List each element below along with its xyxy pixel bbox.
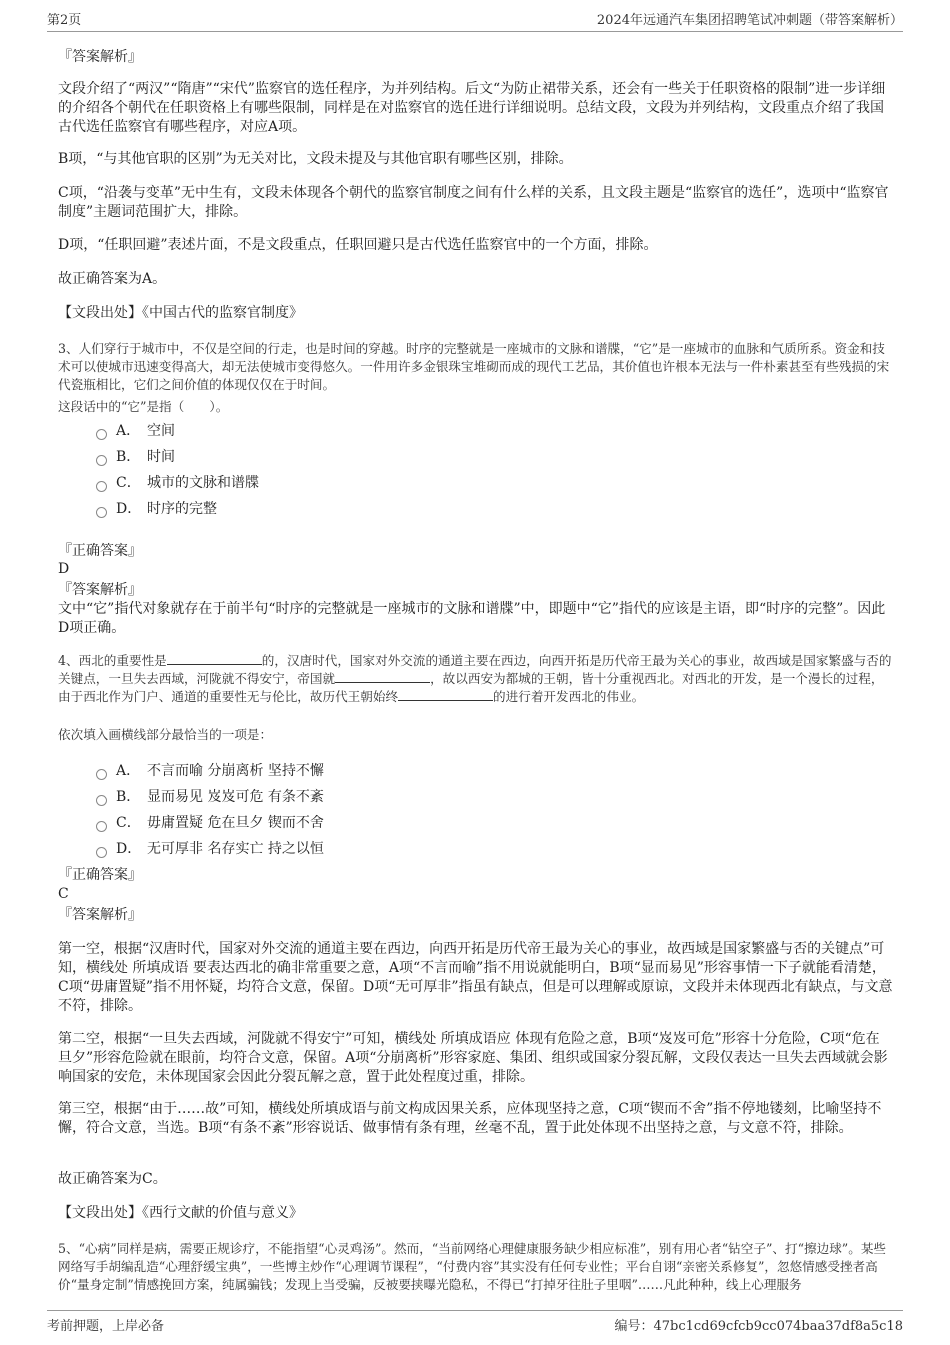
- page-footer: [47, 1310, 903, 1334]
- analysis-para: D项，“任职回避”表述片面，不是文段重点，任职回避只是古代选任监察官中的一个方面，排除。: [58, 237, 658, 253]
- radio-icon[interactable]: [96, 769, 107, 780]
- option-c[interactable]: C． 毋庸置疑 危在旦夕 锲而不舍: [96, 813, 324, 833]
- source-line: 【文段出处】《西行文献的价值与意义》: [58, 1205, 303, 1221]
- document-code: 编号：47bc1cd69cfcb9cc074baa37df8a5c18: [614, 1319, 903, 1334]
- question-4-ask: 依次填入画横线部分最恰当的一项是：: [58, 727, 273, 742]
- analysis-label: 『答案解析』: [58, 582, 142, 598]
- answer-label: 『正确答案』: [58, 543, 142, 559]
- radio-icon[interactable]: [96, 481, 107, 492]
- analysis-para: B项，“与其他官职的区别”为无关对比，文段未提及与其他官职有哪些区别，排除。: [58, 151, 573, 167]
- footer-slogan: 考前押题，上岸必备: [47, 1319, 165, 1334]
- source-line: 【文段出处】《中国古代的监察官制度》: [58, 305, 303, 321]
- option-b[interactable]: B． 时间: [96, 447, 175, 467]
- page-header: [47, 8, 903, 32]
- option-d[interactable]: D． 无可厚非 名存实亡 持之以恒: [96, 839, 324, 859]
- option-c[interactable]: C． 城市的文脉和谱牒: [96, 473, 259, 493]
- analysis-para: 第一空，根据“汉唐时代，国家对外交流的通道主要在西边，向西开拓是历代帝王最为关心的事业，故西域是国家繁盛与否的关键点”可知，横线处 所填成语 要表达西北的确非常重要之意，A项“不言而喻”指不用说就能明白，B项“显而易见”形容事情一下子就能看清楚，C项“毋庸置疑”指不用怀疑，均符合文意，保留。D项“无可厚非”指虽有缺点，但是可以理解或原谅，文段并未体现西北有缺点，与文意不符，排除。: [58, 941, 893, 1014]
- question-5-stem: 5、“心病”同样是病，需要正规诊疗，不能指望“心灵鸡汤”。然而，“当前网络心理健康服务缺少相应标准”，别有用心者“钻空子”、打“擦边球”。某些网络写手胡编乱造“心理舒缓宝典”，一些博主炒作“心理调节课程”，“付费内容”其实没有任何专业性；平台自诩“亲密关系修复”，忽悠情感受挫者高价“量身定制”情感挽回方案，纯属骗钱；发现上当受骗，反被要挟曝光隐私，不得已“打掉牙往肚子里咽”……凡此种种，线上心理服务: [58, 1241, 887, 1292]
- option-a[interactable]: A． 空间: [96, 421, 175, 441]
- analysis-para: 文段介绍了“两汉”“隋唐”“宋代”监察官的选任程序，为并列结构。后文“为防止裙带关系，还会有一些关于任职资格的限制”进一步详细的介绍各个朝代在任职资格上有哪些限制，同样是在对监察官的选任进行详细说明。总结文段，文段为并列结构，文段重点介绍了我国古代选任监察官有哪些程序，对应A项。: [58, 81, 886, 135]
- question-3-stem: 3、人们穿行于城市中，不仅是空间的行走，也是时间的穿越。时序的完整就是一座城市的文脉和谱牒，“它”是一座城市的血脉和气质所系。资金和技术可以使城市迅速变得高大，却无法使城市变得悠久。一件用许多金银珠宝堆砌而成的现代工艺品，其价值也许根本无法与一件朴素甚至有些残损的宋代瓷瓶相比，它们之间价值的体现仅仅在于时间。: [58, 341, 890, 392]
- radio-icon[interactable]: [96, 847, 107, 858]
- analysis-para: 第二空，根据“一旦失去西域，河陇就不得安宁”可知，横线处 所填成语应 体现有危险之意，B项“岌岌可危”形容十分危险，C项“危在旦夕”形容危险就在眼前，均符合文意，保留。A项“分崩离析”形容家庭、集团、组织或国家分裂瓦解，文段仅表达一旦失去西域就会影响国家的安危，未体现国家会因此分裂瓦解之意，置于此处程度过重，排除。: [58, 1031, 888, 1085]
- analysis-para: 第三空，根据“由于……故”可知，横线处所填成语与前文构成因果关系，应体现坚持之意，C项“锲而不舍”指不停地镂刻，比喻坚持不懈，符合文意，当选。B项“有条不紊”形容说话、做事情有条有理，丝毫不乱，置于此处体现不出坚持之意，与文意不符，排除。: [58, 1101, 882, 1136]
- fill-blank[interactable]: [398, 688, 493, 701]
- radio-icon[interactable]: [96, 507, 107, 518]
- fill-blank[interactable]: [167, 652, 262, 665]
- question-4-stem: 4、西北的重要性是 的，汉唐时代，国家对外交流的通道主要在西边，向西开拓是历代帝王最为关心的事业，故西域是国家繁盛与否的关键点，一旦失去西域，河陇就不得安宁，帝国就 ，故以西安为都城的王朝，皆十分重视西北。对西北的开发，是一个漫长的过程，由于西北作为门户、通道的重要性无与伦比，故历代王朝始终 的进行着开发西北的伟业。: [58, 653, 892, 704]
- answer-value: C: [58, 886, 69, 902]
- analysis-para: 故正确答案为C。: [58, 1171, 167, 1187]
- radio-icon[interactable]: [96, 821, 107, 832]
- option-b[interactable]: B． 显而易见 岌岌可危 有条不紊: [96, 787, 324, 807]
- radio-icon[interactable]: [96, 455, 107, 466]
- option-a[interactable]: A． 不言而喻 分崩离析 坚持不懈: [96, 761, 324, 781]
- analysis-label: 『答案解析』: [58, 907, 142, 923]
- document-title: 2024年远通汽车集团招聘笔试冲刺题（带答案解析）: [596, 13, 903, 28]
- radio-icon[interactable]: [96, 429, 107, 440]
- option-d[interactable]: D． 时序的完整: [96, 499, 217, 519]
- page-number: 第2页: [47, 13, 82, 28]
- question-3-ask: 这段话中的“它”是指（ ）。: [58, 399, 229, 414]
- answer-value: D: [58, 561, 70, 577]
- analysis-label: 『答案解析』: [58, 49, 142, 65]
- answer-label: 『正确答案』: [58, 867, 142, 883]
- analysis-para: 文中“它”指代对象就存在于前半句“时序的完整就是一座城市的文脉和谱牒”中，即题中“它”指代的应该是主语，即“时序的完整”。因此D项正确。: [58, 601, 886, 636]
- analysis-para: 故正确答案为A。: [58, 271, 167, 287]
- radio-icon[interactable]: [96, 795, 107, 806]
- fill-blank[interactable]: [335, 670, 430, 683]
- analysis-para: C项，“沿袭与变革”无中生有，文段未体现各个朝代的监察官制度之间有什么样的关系，且文段主题是“监察官的选任”，选项中“监察官制度”主题词范围扩大，排除。: [58, 185, 889, 220]
